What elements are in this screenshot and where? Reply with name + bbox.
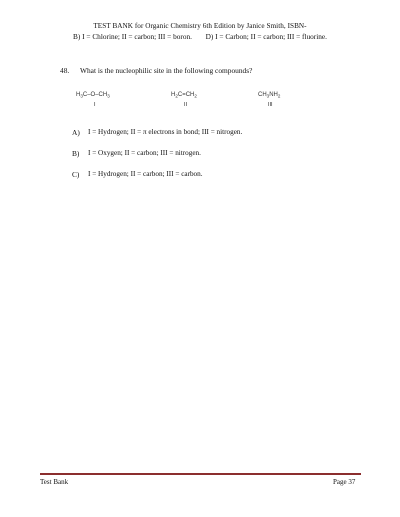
option-b-text: I = Chlorine; II = carbon; III = boron.	[82, 32, 192, 41]
structure-3-label: III	[268, 102, 273, 108]
structure-1-label: I	[94, 102, 96, 108]
footer-page-number: Page 37	[333, 478, 356, 486]
option-b-letter: B)	[72, 149, 80, 158]
question-text: What is the nucleophilic site in the following compounds?	[80, 66, 253, 75]
option-d-text: I = Carbon; II = carbon; III = fluorine.	[215, 32, 327, 41]
option-b-text: I = Oxygen; II = carbon; III = nitrogen.	[88, 149, 201, 157]
footer-left: Test Bank	[40, 478, 69, 486]
option-d-letter: D)	[205, 32, 214, 41]
previous-question-options	[73, 32, 327, 41]
question-number: 48.	[60, 66, 70, 75]
structure-1-formula: $H_3C-O-CH_3$	[76, 92, 110, 99]
footer-divider	[40, 473, 361, 475]
option-c-text: I = Hydrogen; II = carbon; III = carbon.	[88, 170, 203, 178]
option-a-letter: A)	[72, 128, 80, 137]
page-header: TEST BANK for Organic Chemistry 6th Edition by Janice Smith, ISBN-	[93, 22, 307, 30]
option-b-letter: B)	[73, 32, 81, 41]
option-c-letter: C)	[72, 170, 80, 179]
structure-2-formula: $H_2C=CH_2$	[171, 92, 197, 99]
structure-2-label: II	[184, 102, 188, 108]
option-a-text: I = Hydrogen; II = π electrons in bond; III = nitrogen.	[88, 128, 243, 136]
structure-3-formula: $CH_3NH_2$	[258, 92, 281, 99]
